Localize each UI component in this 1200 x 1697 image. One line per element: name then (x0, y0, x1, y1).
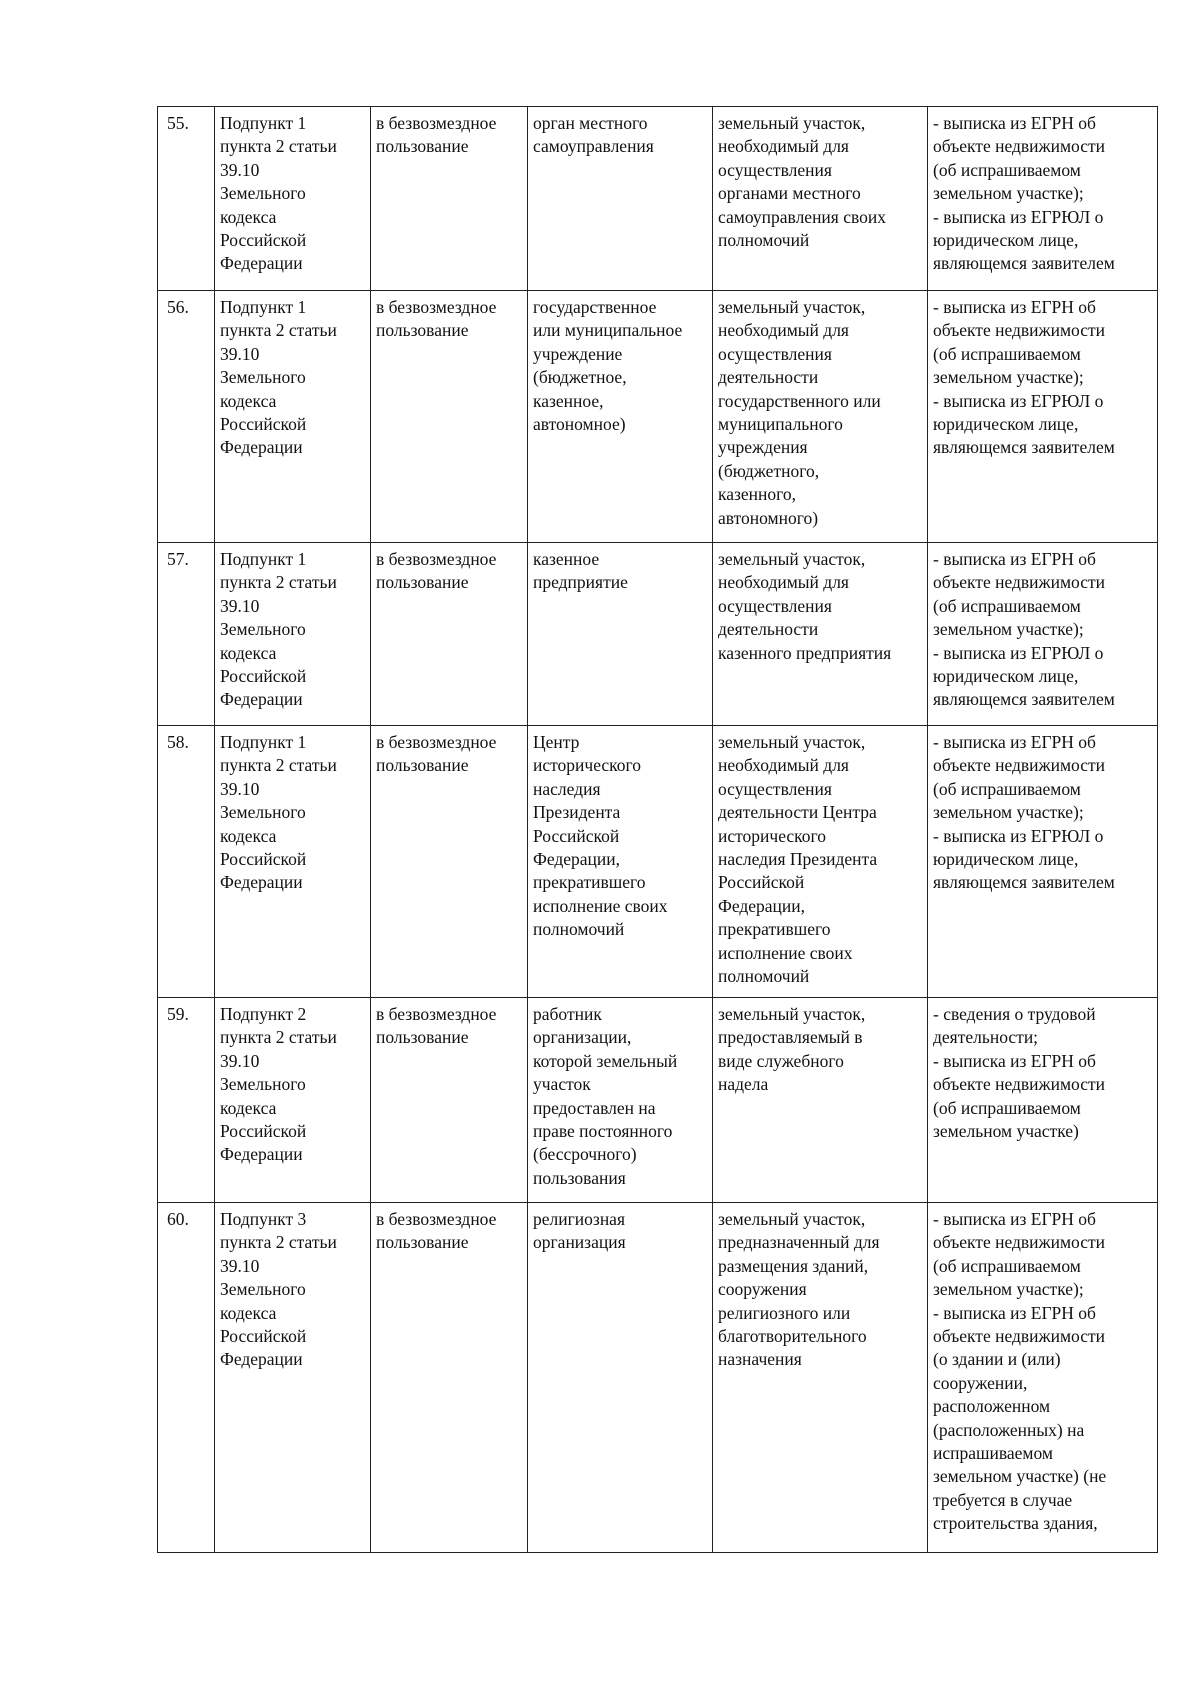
cell-text-line: участок (533, 1074, 591, 1095)
cell-text-line: Российской (220, 666, 307, 687)
cell-text-line: полномочий (533, 919, 625, 940)
cell-text-line: 39.10 (220, 1255, 260, 1276)
cell-text-line: строительства здания, (933, 1513, 1098, 1534)
cell-text-line: объекте недвижимости (933, 572, 1106, 593)
cell-text-line: 39.10 (220, 159, 260, 180)
cell-text-line: пользование (376, 1232, 469, 1253)
cell-text-line: автономное) (533, 414, 626, 435)
cell-text-line: земельном участке); (933, 619, 1084, 640)
cell-text-line: Российской (718, 872, 805, 893)
cell-text-line: надела (718, 1074, 769, 1095)
cell-text-line: Российской (220, 1121, 307, 1142)
cell-text-line: благотворительного (718, 1326, 867, 1347)
cell-text-line: необходимый для (718, 755, 849, 776)
cell-text-line: Земельного (220, 1279, 306, 1300)
applicant-cell (528, 543, 713, 726)
cell-text-line: объекте недвижимости (933, 755, 1106, 776)
cell-text-line: Подпункт 1 (220, 732, 307, 752)
cell-text-line: пользования (533, 1167, 626, 1188)
legal-basis-cell (215, 1203, 371, 1553)
cell-text-line: кодекса (220, 1097, 277, 1118)
cell-text-line: которой земельный (533, 1050, 678, 1071)
cell-text-line: - выписка из ЕГРН об (933, 1050, 1096, 1071)
right-type-cell (371, 726, 528, 998)
land-purpose-cell (713, 543, 928, 726)
cell-text-line: самоуправления своих (718, 206, 887, 227)
right-type-cell (371, 543, 528, 726)
cell-text-line: требуется в случае (933, 1489, 1073, 1510)
cell-text-line: объекте недвижимости (933, 1232, 1106, 1253)
applicant-cell (528, 291, 713, 543)
row-number: 60. (158, 1203, 215, 1553)
cell-text-line: Российской (220, 230, 307, 251)
cell-text-line: праве постоянного (533, 1121, 673, 1142)
cell-text-line: учреждения (718, 437, 808, 458)
cell-text-line: Подпункт 1 (220, 549, 307, 569)
cell-text-line: земельном участке); (933, 367, 1084, 388)
cell-text-line: расположенном (933, 1396, 1051, 1417)
cell-text-line: пункта 2 статьи (220, 136, 337, 157)
cell-text-line: наследия Президента (718, 849, 878, 870)
cell-text-line: земельном участке); (933, 1279, 1084, 1300)
cell-text-line: юридическом лице, (933, 849, 1079, 870)
cell-text-line: кодекса (220, 825, 277, 846)
cell-text-line: работник (533, 1004, 602, 1024)
cell-text-line: или муниципальное (533, 320, 683, 341)
cell-text-line: деятельности Центра (718, 802, 877, 823)
cell-text-line: казенного предприятия (718, 642, 892, 663)
cell-text-line: кодекса (220, 642, 277, 663)
cell-text-line: Земельного (220, 619, 306, 640)
cell-text-line: в безвозмездное (376, 1209, 497, 1229)
cell-text-line: организации, (533, 1027, 632, 1048)
cell-text-line: Федерации (220, 1144, 303, 1165)
cell-text-line: прекратившего (718, 919, 831, 940)
cell-text-line: Федерации (220, 437, 303, 458)
cell-text-line: (о здании и (или) (933, 1349, 1061, 1370)
cell-text-line: религиозная (533, 1209, 626, 1229)
cell-text-line: пункта 2 статьи (220, 1027, 337, 1048)
land-purpose-cell (713, 1203, 928, 1553)
cell-text-line: Федерации (220, 253, 303, 274)
cell-text-line: Российской (533, 825, 620, 846)
cell-text-line: - выписка из ЕГРН об (933, 113, 1096, 133)
cell-text-line: объекте недвижимости (933, 1074, 1106, 1095)
cell-text-line: земельный участок, (718, 1209, 866, 1229)
cell-text-line: автономного) (718, 507, 819, 528)
cell-text-line: - сведения о трудовой (933, 1004, 1096, 1024)
legal-basis-cell (215, 998, 371, 1203)
cell-text-line: земельном участке) (не (933, 1466, 1107, 1487)
cell-text-line: - выписка из ЕГРН об (933, 549, 1096, 569)
cell-text-line: (об испрашиваемом (933, 1255, 1081, 1276)
cell-text-line: деятельности (718, 619, 819, 640)
cell-text-line: казенное (533, 549, 600, 569)
cell-text-line: (бессрочного) (533, 1144, 637, 1165)
row-number: 59. (158, 998, 215, 1203)
required-documents-cell (928, 998, 1158, 1203)
cell-text-line: Российской (220, 1326, 307, 1347)
cell-text-line: в безвозмездное (376, 732, 497, 752)
row-number: 57. (158, 543, 215, 726)
cell-text-line: полномочий (718, 966, 810, 987)
cell-text-line: (об испрашиваемом (933, 1097, 1081, 1118)
row-number: 56. (158, 291, 215, 543)
cell-text-line: прекратившего (533, 872, 646, 893)
cell-text-line: Федерации (220, 1349, 303, 1370)
cell-text-line: Федерации (220, 689, 303, 710)
applicant-cell (528, 726, 713, 998)
cell-text-line: исполнение своих (718, 942, 853, 963)
cell-text-line: (об испрашиваемом (933, 159, 1081, 180)
cell-text-line: Российской (220, 414, 307, 435)
cell-text-line: юридическом лице, (933, 230, 1079, 251)
right-type-cell (371, 291, 528, 543)
cell-text-line: необходимый для (718, 572, 849, 593)
table-row (158, 1203, 1158, 1553)
cell-text-line: Земельного (220, 802, 306, 823)
cell-text-line: муниципального (718, 414, 843, 435)
cell-text-line: полномочий (718, 230, 810, 251)
cell-text-line: - выписка из ЕГРН об (933, 1302, 1096, 1323)
table-row (158, 543, 1158, 726)
cell-text-line: назначения (718, 1349, 802, 1370)
cell-text-line: пункта 2 статьи (220, 755, 337, 776)
cell-text-line: деятельности (718, 367, 819, 388)
cell-text-line: организация (533, 1232, 626, 1253)
cell-text-line: 39.10 (220, 343, 260, 364)
cell-text-line: объекте недвижимости (933, 320, 1106, 341)
applicant-cell (528, 107, 713, 291)
cell-text-line: - выписка из ЕГРН об (933, 732, 1096, 752)
cell-text-line: пользование (376, 755, 469, 776)
cell-text-line: деятельности; (933, 1027, 1039, 1048)
cell-text-line: являющемся заявителем (933, 689, 1115, 710)
cell-text-line: земельный участок, (718, 297, 866, 317)
cell-text-line: - выписка из ЕГРЮЛ о (933, 642, 1104, 663)
cell-text-line: - выписка из ЕГРЮЛ о (933, 825, 1104, 846)
required-documents-cell (928, 1203, 1158, 1553)
cell-text-line: пункта 2 статьи (220, 572, 337, 593)
cell-text-line: (об испрашиваемом (933, 778, 1081, 799)
cell-text-line: государственное (533, 297, 657, 317)
cell-text-line: Президента (533, 802, 621, 823)
table-row (158, 107, 1158, 291)
land-purpose-cell (713, 726, 928, 998)
cell-text-line: земельном участке) (933, 1121, 1079, 1142)
legal-basis-cell (215, 107, 371, 291)
legal-basis-cell (215, 726, 371, 998)
cell-text-line: являющемся заявителем (933, 253, 1115, 274)
right-type-cell (371, 1203, 528, 1553)
applicant-cell (528, 998, 713, 1203)
cell-text-line: земельном участке); (933, 802, 1084, 823)
land-purpose-cell (713, 998, 928, 1203)
cell-text-line: исполнение своих (533, 895, 668, 916)
cell-text-line: предназначенный для (718, 1232, 880, 1253)
cell-text-line: Центр (533, 732, 580, 752)
required-documents-cell (928, 107, 1158, 291)
cell-text-line: (бюджетное, (533, 367, 627, 388)
cell-text-line: пользование (376, 1027, 469, 1048)
land-purpose-cell (713, 107, 928, 291)
table-row (158, 726, 1158, 998)
cell-text-line: предоставляемый в (718, 1027, 863, 1048)
cell-text-line: Земельного (220, 1074, 306, 1095)
cell-text-line: - выписка из ЕГРН об (933, 297, 1096, 317)
cell-text-line: предоставлен на (533, 1097, 656, 1118)
row-number: 58. (158, 726, 215, 998)
table-body (158, 107, 1158, 1553)
cell-text-line: - выписка из ЕГРЮЛ о (933, 390, 1104, 411)
cell-text-line: испрашиваемом (933, 1443, 1053, 1464)
cell-text-line: в безвозмездное (376, 113, 497, 133)
cell-text-line: являющемся заявителем (933, 872, 1115, 893)
cell-text-line: казенное, (533, 390, 604, 411)
cell-text-line: казенного, (718, 484, 797, 505)
cell-text-line: юридическом лице, (933, 666, 1079, 687)
cell-text-line: учреждение (533, 343, 623, 364)
land-documents-table (157, 106, 1158, 1553)
cell-text-line: Подпункт 2 (220, 1004, 307, 1024)
cell-text-line: (бюджетного, (718, 460, 820, 481)
cell-text-line: объекте недвижимости (933, 136, 1106, 157)
table-row (158, 998, 1158, 1203)
cell-text-line: земельный участок, (718, 732, 866, 752)
cell-text-line: земельный участок, (718, 1004, 866, 1024)
cell-text-line: 39.10 (220, 1050, 260, 1071)
cell-text-line: Земельного (220, 183, 306, 204)
cell-text-line: необходимый для (718, 320, 849, 341)
cell-text-line: сооружения (718, 1279, 807, 1300)
cell-text-line: кодекса (220, 390, 277, 411)
cell-text-line: предприятие (533, 572, 628, 593)
cell-text-line: Российской (220, 849, 307, 870)
cell-text-line: юридическом лице, (933, 414, 1079, 435)
cell-text-line: исторического (533, 755, 642, 776)
cell-text-line: самоуправления (533, 136, 654, 157)
cell-text-line: пользование (376, 136, 469, 157)
cell-text-line: являющемся заявителем (933, 437, 1115, 458)
cell-text-line: пользование (376, 320, 469, 341)
cell-text-line: Земельного (220, 367, 306, 388)
required-documents-cell (928, 543, 1158, 726)
cell-text-line: виде служебного (718, 1050, 844, 1071)
cell-text-line: земельный участок, (718, 113, 866, 133)
cell-text-line: (расположенных) на (933, 1419, 1085, 1440)
cell-text-line: Подпункт 1 (220, 113, 307, 133)
cell-text-line: осуществления (718, 343, 832, 364)
cell-text-line: земельный участок, (718, 549, 866, 569)
applicant-cell (528, 1203, 713, 1553)
cell-text-line: объекте недвижимости (933, 1326, 1106, 1347)
cell-text-line: земельном участке); (933, 183, 1084, 204)
required-documents-cell (928, 291, 1158, 543)
cell-text-line: Федерации, (533, 849, 621, 870)
cell-text-line: пользование (376, 572, 469, 593)
land-purpose-cell (713, 291, 928, 543)
cell-text-line: исторического (718, 825, 827, 846)
cell-text-line: - выписка из ЕГРЮЛ о (933, 206, 1104, 227)
cell-text-line: Федерации (220, 872, 303, 893)
cell-text-line: 39.10 (220, 595, 260, 616)
table-row (158, 291, 1158, 543)
cell-text-line: (об испрашиваемом (933, 343, 1081, 364)
cell-text-line: кодекса (220, 1302, 277, 1323)
cell-text-line: религиозного или (718, 1302, 851, 1323)
cell-text-line: в безвозмездное (376, 549, 497, 569)
row-number: 55. (158, 107, 215, 291)
cell-text-line: осуществления (718, 778, 832, 799)
cell-text-line: в безвозмездное (376, 1004, 497, 1024)
cell-text-line: - выписка из ЕГРН об (933, 1209, 1096, 1229)
cell-text-line: пункта 2 статьи (220, 1232, 337, 1253)
cell-text-line: в безвозмездное (376, 297, 497, 317)
cell-text-line: необходимый для (718, 136, 849, 157)
cell-text-line: пункта 2 статьи (220, 320, 337, 341)
cell-text-line: размещения зданий, (718, 1255, 869, 1276)
cell-text-line: Подпункт 1 (220, 297, 307, 317)
cell-text-line: государственного или (718, 390, 881, 411)
cell-text-line: (об испрашиваемом (933, 595, 1081, 616)
cell-text-line: Федерации, (718, 895, 806, 916)
cell-text-line: осуществления (718, 595, 832, 616)
right-type-cell (371, 107, 528, 291)
cell-text-line: кодекса (220, 206, 277, 227)
cell-text-line: орган местного (533, 113, 648, 133)
cell-text-line: сооружении, (933, 1372, 1028, 1393)
cell-text-line: наследия (533, 778, 601, 799)
right-type-cell (371, 998, 528, 1203)
required-documents-cell (928, 726, 1158, 998)
cell-text-line: Подпункт 3 (220, 1209, 307, 1229)
cell-text-line: осуществления (718, 159, 832, 180)
legal-basis-cell (215, 543, 371, 726)
legal-basis-cell (215, 291, 371, 543)
cell-text-line: органами местного (718, 183, 861, 204)
cell-text-line: 39.10 (220, 778, 260, 799)
